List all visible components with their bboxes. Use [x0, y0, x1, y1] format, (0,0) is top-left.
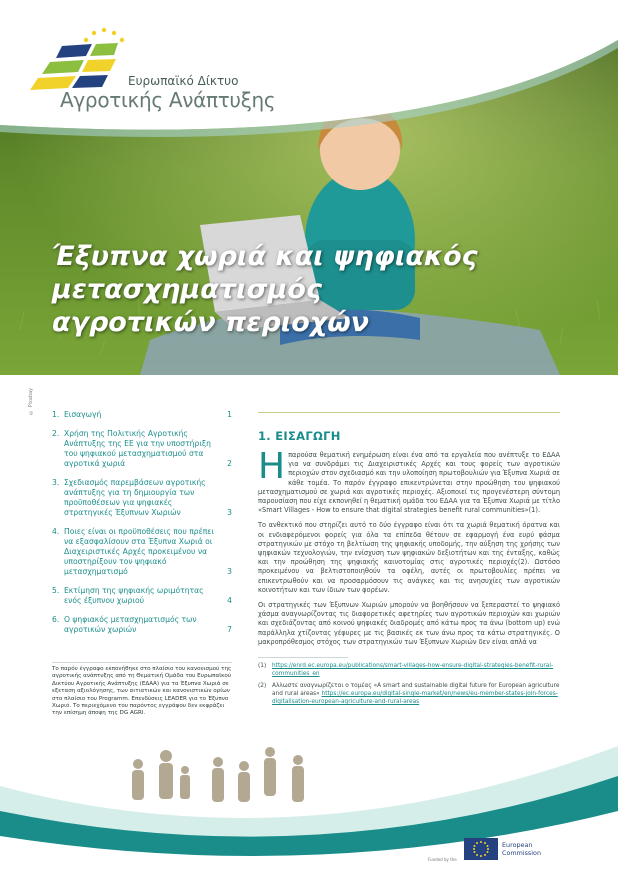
photo-credit: © Pixabay	[28, 387, 34, 415]
footnote: (1) https://enrd.ec.europa.eu/publications/smart-villages-how-ensure-digital-strategies-benefit-rural-communities_en	[258, 663, 554, 678]
page-title	[52, 240, 572, 339]
main-column	[258, 412, 560, 706]
logo-line2: Αγροτικής Ανάπτυξης	[60, 88, 276, 112]
section-title: 1. ΕΙΣΑΓΩΓΗ	[258, 429, 341, 443]
logo-line1: Ευρωπαϊκό Δίκτυο	[128, 74, 239, 88]
toc-item[interactable]: 6. Ο ψηφιακός μετασχηματισμός των αγροτικών χωριών 7	[52, 615, 232, 634]
funded-by-label: Funded by the	[428, 857, 457, 862]
toc-divider	[52, 662, 232, 663]
table-of-contents	[52, 410, 232, 644]
title-line: Έξυπνα χωριά και ψηφιακός	[52, 241, 478, 272]
footnote-link[interactable]: https://enrd.ec.europa.eu/publications/smart-villages-how-ensure-digital-strategies-benefit-rural-communities_en	[272, 663, 554, 678]
title-line: μετασχηματισμός	[52, 274, 322, 305]
toc-item[interactable]: 3. Σχεδιασμός παρεμβάσεων αγροτικής ανάπτυξης για τη δημιουργία των προϋποθέσεων για ψηφιακές στρατηγικές Έξυπνων Χωριών 3	[52, 478, 232, 517]
footnote-rule	[258, 657, 348, 658]
disclaimer-note: Το παρόν έγγραφο εκπονήθηκε στο πλαίσιο του κανονισμού της αγροτικής ανάπτυξης από τη Θεματική Ομάδα του Ευρωπαϊκού Δικτύου Αγροτικής Ανάπτυξης (ΕΔΑΑ) για τα Έξυπνα Χωριά σε εξεταση αξιολόγησης, των αιτιατικών και κανονιστικών ορίων στο πλαίσιο του Programm. Επενδύσεις LEADER για το Έξυπνο Χωριό. Το περιεχόμενο του παρόντος εγγράφου δεν εκφράζει την επίσημη άποψη της DG AGRI.	[52, 666, 232, 717]
drop-cap: Η	[258, 446, 286, 487]
footnote: (2) Αλλωστε αναγνωρίζεται ο τομέας «A smart and sustainable digital future for European agriculture and rural areas» https://ec.europa.eu/digital-single-market/en/news/eu-member-states-join-forces-digitalisation-european-agriculture-and-rural-areas	[258, 683, 560, 706]
people-silhouettes-icon	[132, 747, 304, 802]
paragraph-text: παρούσα θεματική ενημέρωση είναι ένα από τα εργαλεία που ανέπτυξε το ΕΔΑΑ για να συνδράμει τις Διαχειριστικές Αρχές και τους φορείς των αγροτικών περιοχών στον σχεδιασμό και την υλοποίηση πρωτοβουλιών για Έξυπνα Χωριά σε κάθε τομέα. Το παρόν έγγραφο επικεντρώνεται στην προώθηση του ψηφιακού μετασχηματισμού σε χωριά και αγροτικές περιοχές. Αξιοποιεί τις προγενέστερη σύντομη παρουσίαση που είχε εκπονηθεί η θεματική ομάδα του ΕΔΑΑ για τα Έξυπνα Χωριά με τίτλο «Smart Villages - How to ensure that digital strategies benefit rural communities»(1).	[258, 451, 560, 515]
footnote-link[interactable]: https://ec.europa.eu/digital-single-market/en/news/eu-member-states-join-forces-digitalisation-european-agriculture-and-rural-areas	[272, 691, 558, 706]
paragraph: Το ανθεκτικό που στηρίζει αυτό το δύο έγγραφο είναι ότι τα χωριά θεματική όρατνα και οι ενδιαφερόμενοι φορείς για όλα τα επίπεδα θέτουν σε εφαρμογή ένα ευρύ φάσμα στρατηγικών με στόχο τη βελτίωση της ψηφιακής υποδομής, την αύξηση της χρήσης των ψηφιακών τεχνολογιών, την ενίσχυση των ψηφιακών δεξιοτήτων και της ένταξης, καθώς και την προώθηση της ψηφιακής καινοτομίας στις αγροτικές περιοχές(2). Ωστόσο προκειμένου να βελτιστοποιηθούν τα οφέλη, αυτές οι πρωτοβουλίες πρέπει να επικεντρωθούν και να προσαρμόσουν τις ανάγκες και τις ανησυχίες των αγροτικών κοινοτήτων και των ίδιων των φορέων.	[258, 521, 560, 594]
section-rule	[258, 412, 560, 413]
eu-flag-icon	[464, 838, 498, 860]
hero-banner	[0, 0, 618, 375]
paragraph	[258, 446, 560, 515]
toc-item[interactable]: 5. Εκτίμηση της ψηφιακής ωριμότητας ενός έξυπνου χωριού 4	[52, 586, 232, 605]
title-line: αγροτικών περιοχών	[52, 307, 370, 338]
paragraph: Οι στρατηγικές των Έξυπνων Χωριών μπορούν να βοηθήσουν να ξεπεραστεί το ψηφιακό χάσμα αναγνωρίζοντας τις διαφορετικές αφετηρίες των αγροτικών περιοχών και χωριών και σχεδιάζοντας από κοινού ψηφιακές διαδρομές από κάτω προς τα άνω (bottom up) ενώ παράλληλα χτίζοντας γέφυρες με τις βασικές εκ των άνω προς τα κάτω στρατηγικές. Ο μακροπρόθεσμος στόχος των στρατηγικών των Έξυπνων Χωριών δεν είναι απλά να	[258, 601, 560, 646]
footnote-text: Αλλωστε αναγνωρίζεται ο τομέας «A smart and sustainable digital future for European agriculture and rural areas»	[272, 683, 560, 698]
toc-item[interactable]: 4. Ποιες είναι οι προϋποθέσεις που πρέπει να εξασφαλίσουν στα Έξυπνα Χωριά οι Διαχειριστικές Αρχές προκειμένου να υποστηρίξουν τον ψηφιακό μετασχηματισμό 3	[52, 527, 232, 576]
eu-commission-label: European Commission	[502, 841, 541, 857]
toc-item[interactable]: 2. Χρήση της Πολιτικής Αγροτικής Ανάπτυξης της ΕΕ για την υποστήριξη του ψηφιακού μετασχηματισμού στα αγροτικά χωριά 2	[52, 429, 232, 468]
toc-item[interactable]: 1. Εισαγωγή 1	[52, 410, 232, 419]
